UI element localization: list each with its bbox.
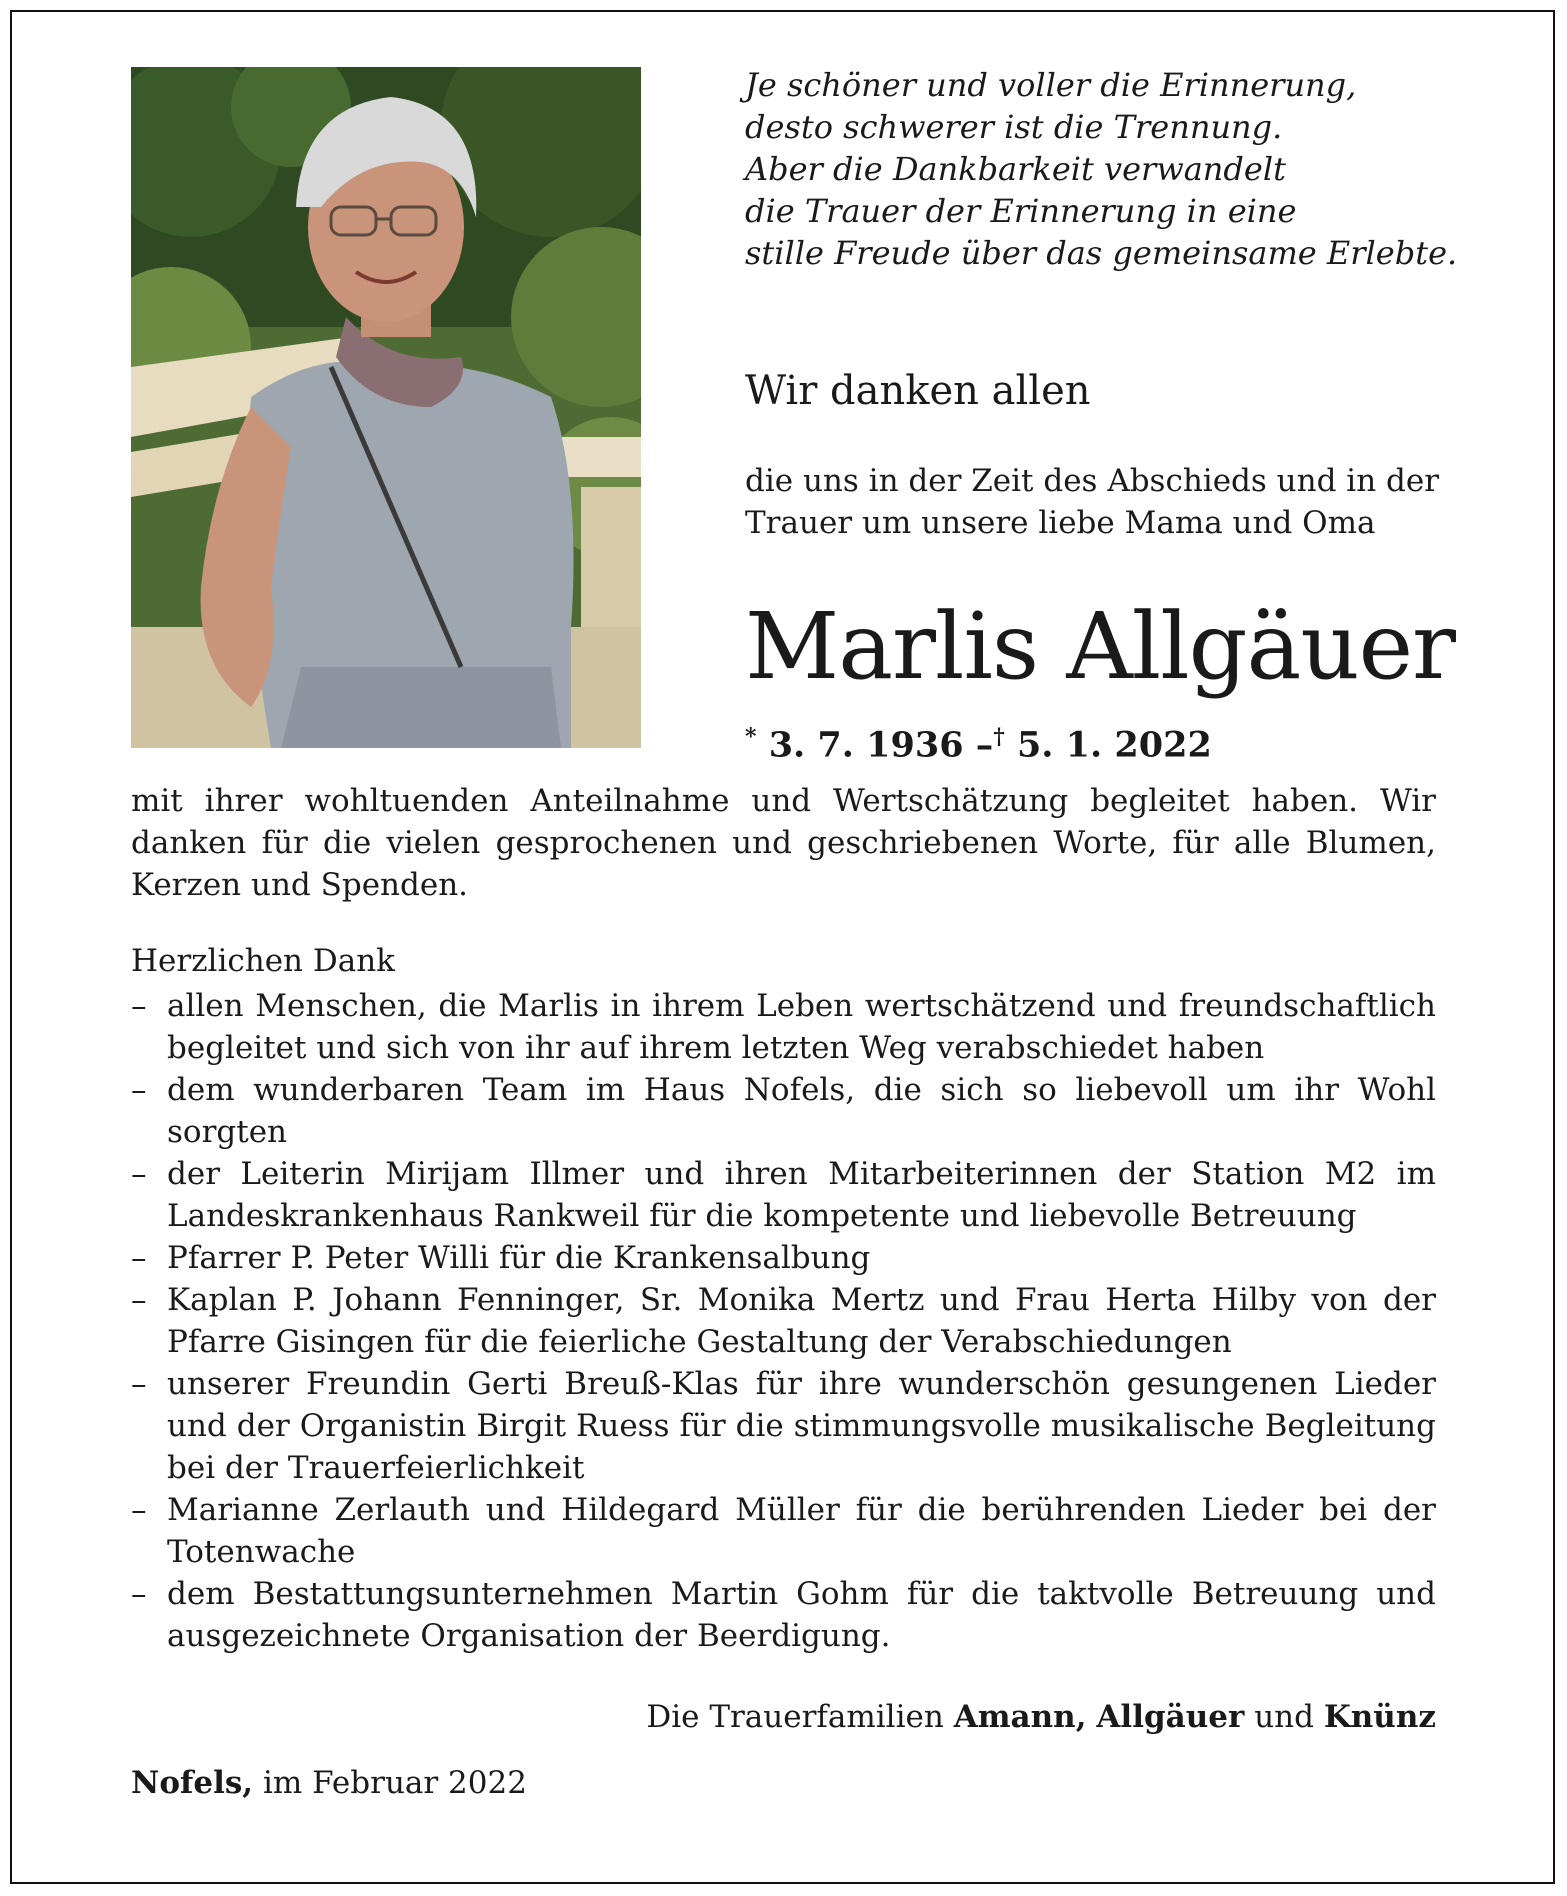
list-dash: – [131, 1492, 147, 1528]
list-item-text: dem wunderbaren Team im Haus Nofels, die sich so liebevoll um ihr Wohl sorgten [167, 1072, 1436, 1150]
list-dash: – [131, 1240, 147, 1276]
list-item-text: Marianne Zerlauth und Hildegard Müller für die berührenden Lieder bei der Totenwache [167, 1492, 1436, 1570]
quote-line: desto schwerer ist die Trennung. [745, 108, 1283, 146]
thanks-heading: Wir danken allen [745, 368, 1091, 414]
list-dash: – [131, 1576, 147, 1612]
intro-line: Trauer um unsere liebe Mama und Oma [745, 505, 1376, 541]
list-item [131, 1153, 1436, 1237]
death-date: 5. 1. 2022 [1016, 724, 1212, 766]
quote-line: Aber die Dankbarkeit verwandelt [745, 150, 1286, 188]
list-item [131, 1489, 1436, 1573]
list-item [131, 1069, 1436, 1153]
dank-heading: Herzlichen Dank [131, 943, 395, 979]
photo-illustration [131, 67, 641, 748]
birth-date: 3. 7. 1936 [768, 724, 964, 766]
birth-symbol: * [745, 724, 757, 750]
list-item-text: allen Menschen, die Marlis in ihrem Leben wertschätzend und freundschaftlich begleitet und sich von ihr auf ihrem letzten Weg verabschiedet haben [167, 988, 1436, 1066]
signature [646, 1696, 1436, 1738]
place-date-text: im Februar 2022 [262, 1765, 527, 1801]
body-text [131, 780, 1436, 906]
body-paragraph: mit ihrer wohltuenden Anteilnahme und Wertschätzung begleitet haben. Wir danken für die vielen gesprochenen und geschriebenen Worte, für alle Blumen, Kerzen und Spenden. [131, 783, 1436, 903]
list-item-text: dem Bestattungsunternehmen Martin Gohm für die taktvolle Betreuung und ausgezeichnete Organisation der Beerdigung. [167, 1576, 1436, 1654]
list-item [131, 1279, 1436, 1363]
family-name: Allgäuer [1096, 1699, 1245, 1735]
list-dash: – [131, 1156, 147, 1192]
family-name: Knünz [1323, 1699, 1436, 1735]
list-dash: – [131, 1072, 147, 1108]
death-symbol: † [993, 724, 1005, 750]
place-date [131, 1762, 527, 1804]
list-item [131, 985, 1436, 1069]
date-separator: – [975, 724, 994, 766]
quote-line: Je schöner und voller die Erinnerung, [745, 66, 1357, 104]
list-item-text: Kaplan P. Johann Fenninger, Sr. Monika Mertz und Frau Herta Hilby von der Pfarre Gisingen für die feierliche Gestaltung der Verabschiedungen [167, 1282, 1436, 1360]
family-name: Amann, [953, 1699, 1087, 1735]
memorial-quote [745, 64, 1525, 274]
list-dash: – [131, 1282, 147, 1318]
life-dates [745, 715, 1212, 768]
list-item-text: der Leiterin Mirijam Illmer und ihren Mitarbeiterinnen der Station M2 im Landeskrankenhaus Rankweil für die kompetente und liebevolle Betreuung [167, 1156, 1436, 1234]
list-item [131, 1363, 1436, 1489]
list-item [131, 1573, 1436, 1657]
portrait-photo [131, 67, 641, 748]
list-dash: – [131, 1366, 147, 1402]
deceased-name: Marlis Allgäuer [745, 593, 1456, 700]
list-item [131, 1237, 1436, 1279]
signature-prefix: Die Trauerfamilien [646, 1699, 944, 1735]
intro-text [745, 460, 1445, 544]
quote-line: stille Freude über das gemeinsame Erlebte. [745, 234, 1458, 272]
list-dash: – [131, 988, 147, 1024]
list-item-text: unserer Freundin Gerti Breuß-Klas für ihre wunderschön gesungenen Lieder und der Organistin Birgit Ruess für die stimmungsvolle musikalische Begleitung bei der Trauerfeierlichkeit [167, 1366, 1436, 1486]
signature-connector: und [1254, 1699, 1314, 1735]
place-town: Nofels, [131, 1765, 254, 1801]
intro-line: die uns in der Zeit des Abschieds und in der [745, 463, 1440, 499]
thanks-list [131, 985, 1436, 1657]
quote-line: die Trauer der Erinnerung in eine [745, 192, 1297, 230]
list-item-text: Pfarrer P. Peter Willi für die Krankensalbung [167, 1240, 871, 1276]
